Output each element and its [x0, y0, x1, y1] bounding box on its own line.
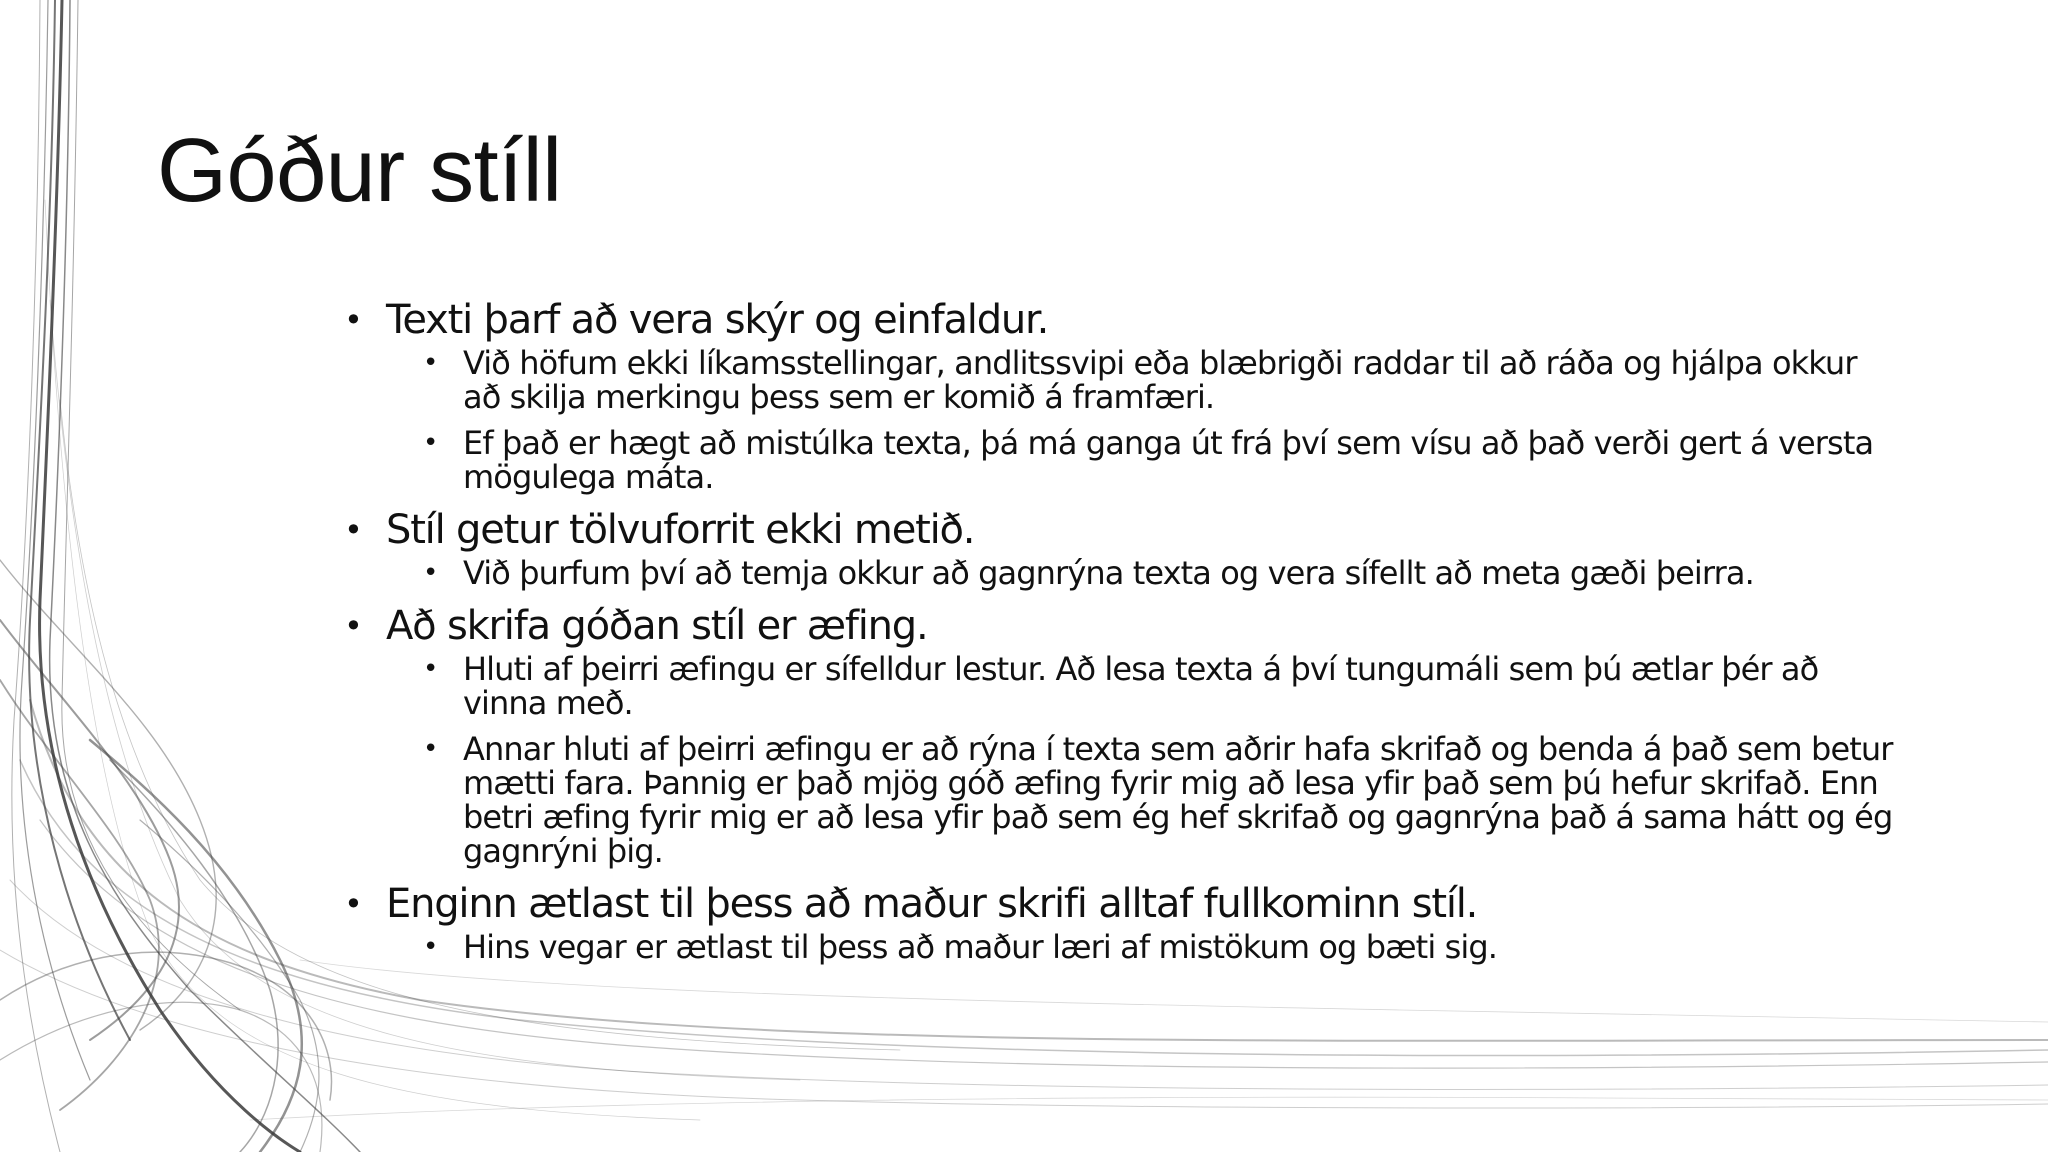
bullet-icon: • — [344, 607, 363, 645]
bullet-text: Enginn ætlast til þess að maður skrifi alltaf fullkominn stíl. — [386, 881, 1478, 927]
bullet-group — [340, 602, 1900, 868]
bullet-icon: • — [344, 885, 363, 923]
bullet-item — [340, 602, 1900, 650]
sub-bullet-text: Við þurfum því að temja okkur að gagnrýna texta og vera sífellt að meta gæði þeirra. — [463, 554, 1754, 592]
sub-bullet-text: Við höfum ekki líkamsstellingar, andlitssvipi eða blæbrigði raddar til að ráða og hjálpa okkur að skilja merkingu þess sem er komið á framfæri. — [463, 344, 1857, 416]
bullet-icon: • — [344, 511, 363, 549]
slide-body — [340, 296, 1900, 976]
bullet-group — [340, 880, 1900, 964]
bullet-text: Stíl getur tölvuforrit ekki metið. — [386, 507, 975, 553]
sub-bullet-text: Hluti af þeirri æfingu er sífelldur lestur. Að lesa texta á því tungumáli sem þú ætlar þér að vinna með. — [463, 650, 1819, 722]
bullet-icon: • — [423, 348, 439, 378]
bullet-group — [340, 296, 1900, 494]
slide-title: Góður stíll — [157, 121, 562, 221]
bullet-item — [340, 880, 1900, 928]
bullet-icon: • — [423, 428, 439, 458]
sub-bullet-item — [423, 928, 1900, 966]
sub-bullet-item — [423, 554, 1900, 592]
bullet-icon: • — [423, 932, 439, 962]
bullet-icon: • — [423, 558, 439, 588]
sub-bullet-text: Hins vegar er ætlast til þess að maður læri af mistökum og bæti sig. — [463, 928, 1498, 966]
bullet-text: Texti þarf að vera skýr og einfaldur. — [386, 297, 1049, 343]
bullet-icon: • — [423, 734, 439, 764]
bullet-item — [340, 506, 1900, 554]
sub-bullet-item — [423, 424, 1900, 496]
bullet-text: Að skrifa góðan stíl er æfing. — [386, 603, 928, 649]
sub-bullet-item — [423, 344, 1900, 416]
sub-bullet-item — [423, 730, 1900, 870]
bullet-item — [340, 296, 1900, 344]
sub-bullet-item — [423, 650, 1900, 722]
sub-bullet-text: Ef það er hægt að mistúlka texta, þá má ganga út frá því sem vísu að það verði gert á versta mögulega máta. — [463, 424, 1874, 496]
bullet-icon: • — [344, 301, 363, 339]
bullet-group — [340, 506, 1900, 590]
sub-bullet-text: Annar hluti af þeirri æfingu er að rýna í texta sem aðrir hafa skrifað og benda á það sem betur mætti fara. Þannig er það mjög góð æfing fyrir mig að lesa yfir það sem þú hefur skrifað. Enn betri æfing fyrir mig er að lesa yfir það sem ég hef skrifað og gagnrýna það á sama hátt og ég gagnrýni þig. — [463, 730, 1893, 870]
bullet-icon: • — [423, 654, 439, 684]
